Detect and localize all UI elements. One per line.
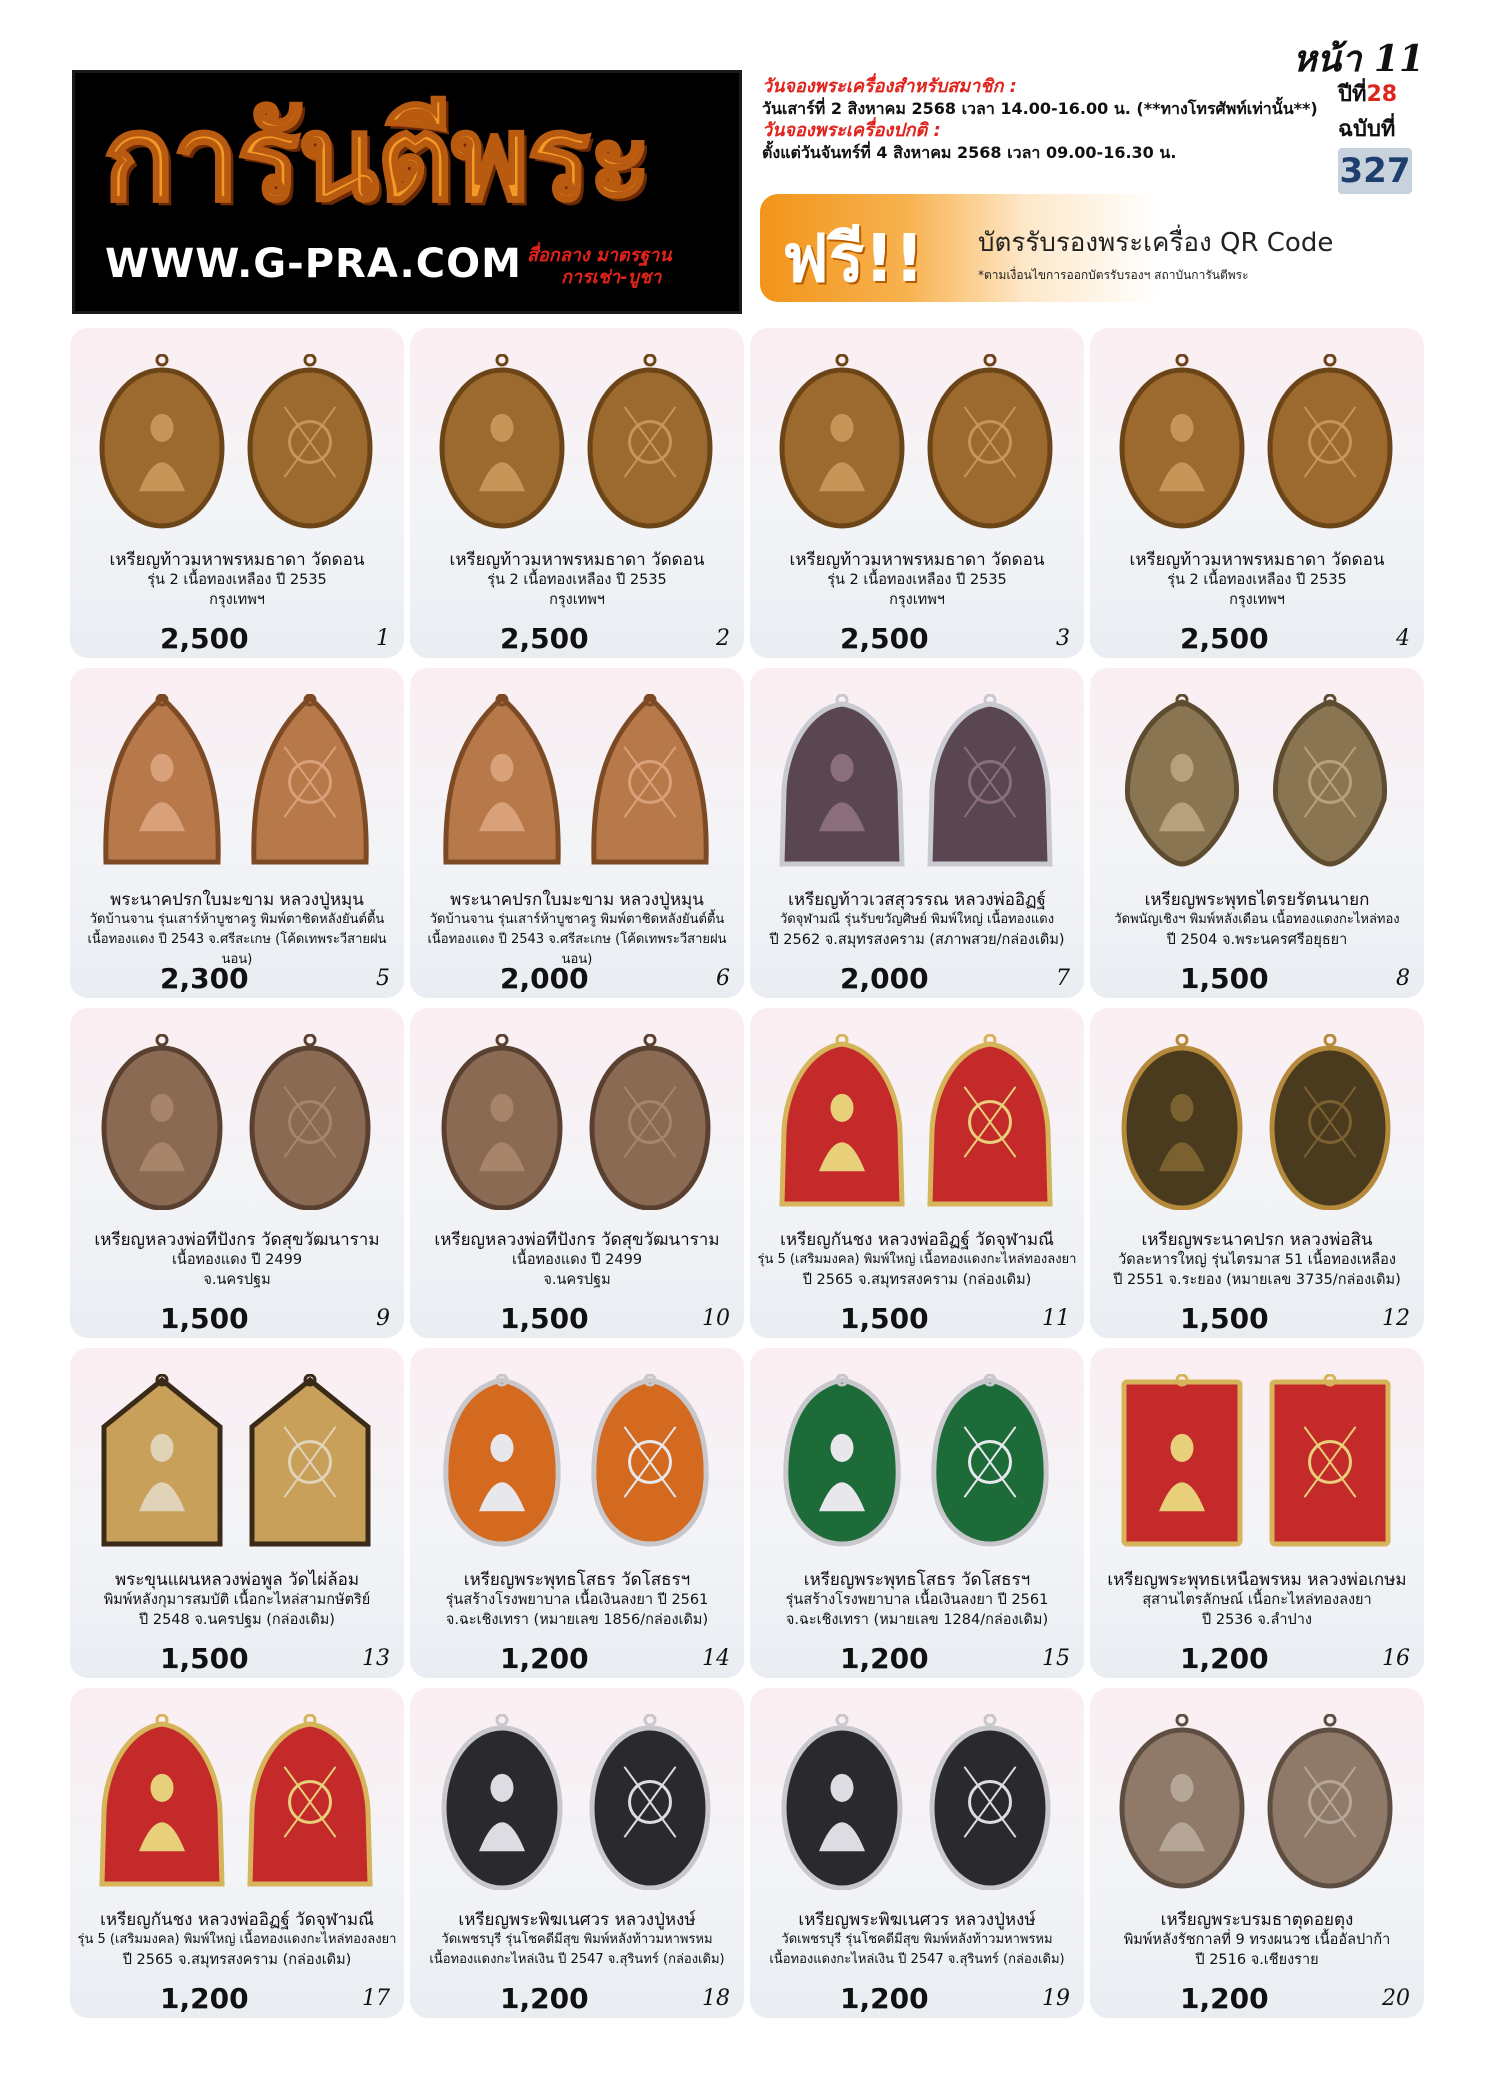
amulet-back-image xyxy=(1266,354,1394,534)
amulet-back-image xyxy=(1266,1374,1394,1554)
amulet-price: 1,500 xyxy=(1180,1302,1269,1335)
amulet-detail-line: จ.นครปฐม xyxy=(543,1272,611,1288)
amulet-card xyxy=(70,328,404,658)
amulet-front-image xyxy=(98,694,226,874)
amulet-card xyxy=(1090,668,1424,998)
amulet-detail-line: จ.ฉะเชิงเทรา (หมายเลข 1284/กล่องเดิม) xyxy=(785,1612,1049,1628)
amulet-front-image xyxy=(1118,1374,1246,1554)
amulet-detail-line: รุ่น 5 (เสริมมงคล) พิมพ์ใหญ่ เนื้อทองแดงกะไหล่ทองลงยา xyxy=(757,1252,1077,1267)
amulet-images xyxy=(1108,686,1406,876)
amulet-title: พระนาคปรกใบมะขาม หลวงปู่หมุน xyxy=(110,890,364,910)
amulet-detail-line: จ.ฉะเชิงเทรา (หมายเลข 1856/กล่องเดิม) xyxy=(445,1612,709,1628)
amulet-detail-line: รุ่น 2 เนื้อทองเหลือง ปี 2535 xyxy=(1167,572,1347,588)
amulet-images xyxy=(768,1026,1066,1216)
amulet-title: เหรียญพระพุทธโสธร วัดโสธรฯ xyxy=(463,1570,691,1590)
amulet-price: 2,500 xyxy=(840,622,929,655)
amulet-front-image xyxy=(98,1034,226,1214)
amulet-detail-line: วัดพนัญเชิงฯ พิมพ์หลังเดือน เนื้อทองแดงกะไหล่ทอง xyxy=(1114,912,1400,927)
amulet-price: 1,500 xyxy=(160,1302,249,1335)
amulet-detail-line: ปี 2562 จ.สมุทรสงคราม (สภาพสวย/กล่องเดิม) xyxy=(769,932,1065,948)
amulet-number: 9 xyxy=(376,1306,390,1331)
amulet-front-image xyxy=(1118,354,1246,534)
amulet-number: 1 xyxy=(376,626,390,651)
member-reserve-line: วันเสาร์ที่ 2 สิงหาคม 2568 เวลา 14.00-16.00 น. (**ทางโทรศัพท์เท่านั้น**) xyxy=(762,99,1318,118)
amulet-description xyxy=(76,1230,398,1290)
issue-number: 327 xyxy=(1338,148,1412,194)
issue-label: ฉบับที่ xyxy=(1338,117,1396,142)
amulet-images xyxy=(768,1706,1066,1896)
amulet-back-image xyxy=(246,1714,374,1894)
amulet-price: 1,500 xyxy=(160,1642,249,1675)
amulet-detail-line: เนื้อทองแดงกะไหล่เงิน ปี 2547 จ.สุรินทร์ (กล่องเดิม) xyxy=(429,1952,725,1967)
amulet-detail-line: ปี 2551 จ.ระยอง (หมายเลข 3735/กล่องเดิม) xyxy=(1113,1272,1401,1288)
amulet-number: 19 xyxy=(1042,1986,1070,2011)
amulet-title: เหรียญพระพิฆเนศวร หลวงปู่หงษ์ xyxy=(798,1910,1036,1930)
amulet-price: 1,200 xyxy=(500,1642,589,1675)
amulet-number: 11 xyxy=(1042,1306,1070,1331)
amulet-images xyxy=(428,1706,726,1896)
amulet-images xyxy=(1108,1366,1406,1556)
amulet-title: เหรียญพระพุทธโสธร วัดโสธรฯ xyxy=(803,1570,1031,1590)
amulet-detail-line: วัดจุฬามณี รุ่นรับขวัญศิษย์ พิมพ์ใหญ่ เนื้อทองแดง xyxy=(779,912,1055,927)
amulet-detail-line: เนื้อทองแดง ปี 2499 xyxy=(171,1252,303,1268)
amulet-images xyxy=(88,1706,386,1896)
amulet-price: 1,200 xyxy=(840,1982,929,2015)
amulet-price: 1,200 xyxy=(1180,1642,1269,1675)
logo-url: WWW.G-PRA.COM xyxy=(105,241,522,287)
amulet-number: 6 xyxy=(716,966,730,991)
amulet-detail-line: กรุงเทพฯ xyxy=(209,592,265,608)
free-qr-banner xyxy=(760,194,1424,302)
amulet-number: 2 xyxy=(716,626,730,651)
amulet-card xyxy=(70,668,404,998)
amulet-back-image xyxy=(246,1374,374,1554)
amulet-back-image xyxy=(586,1374,714,1554)
amulet-front-image xyxy=(98,1374,226,1554)
amulet-description xyxy=(756,550,1078,610)
amulet-images xyxy=(428,686,726,876)
amulet-description xyxy=(416,1570,738,1630)
free-note: *ตามเงื่อนไขการออกบัตรรับรองฯ สถาบันการันตีพระ xyxy=(978,268,1249,282)
amulet-title: พระนาคปรกใบมะขาม หลวงปู่หมุน xyxy=(450,890,704,910)
amulet-front-image xyxy=(1118,1034,1246,1214)
amulet-detail-line: กรุงเทพฯ xyxy=(1229,592,1285,608)
amulet-title: พระขุนแผนหลวงพ่อพูล วัดไผ่ล้อม xyxy=(114,1570,360,1590)
amulet-price: 2,000 xyxy=(500,962,589,995)
amulet-card xyxy=(410,1688,744,2018)
amulet-number: 15 xyxy=(1042,1646,1070,1671)
amulet-images xyxy=(428,346,726,536)
amulet-number: 18 xyxy=(702,1986,730,2011)
amulet-description xyxy=(1096,890,1418,950)
amulet-number: 14 xyxy=(702,1646,730,1671)
amulet-images xyxy=(1108,1026,1406,1216)
amulet-front-image xyxy=(778,694,906,874)
amulet-back-image xyxy=(246,354,374,534)
amulet-detail-line: ปี 2536 จ.ลำปาง xyxy=(1202,1612,1312,1628)
amulet-description xyxy=(416,1910,738,1970)
amulet-back-image xyxy=(586,354,714,534)
amulet-images xyxy=(88,1366,386,1556)
amulet-images xyxy=(768,686,1066,876)
logo-title: การันตีพระ xyxy=(103,89,650,227)
amulet-title: เหรียญกันชง หลวงพ่ออิฏฐ์ วัดจุฬามณี xyxy=(100,1910,374,1930)
amulet-images xyxy=(428,1366,726,1556)
amulet-card xyxy=(750,668,1084,998)
amulet-title: เหรียญท้าวมหาพรหมธาดา วัดดอน xyxy=(449,550,705,570)
amulet-description xyxy=(1096,1910,1418,1970)
amulet-description xyxy=(76,890,398,970)
amulet-price: 2,500 xyxy=(1180,622,1269,655)
amulet-detail-line: เนื้อทองแดง ปี 2543 จ.ศรีสะเกษ (โค้ดเทพระวีสายฝนนอน) xyxy=(87,932,387,967)
year-label: ปีที่ xyxy=(1338,82,1367,107)
amulet-detail-line: ปี 2548 จ.นครปฐม (กล่องเดิม) xyxy=(139,1612,335,1628)
amulet-detail-line: รุ่น 2 เนื้อทองเหลือง ปี 2535 xyxy=(827,572,1007,588)
amulet-front-image xyxy=(438,1034,566,1214)
amulet-card xyxy=(1090,1008,1424,1338)
amulet-number: 8 xyxy=(1396,966,1410,991)
amulet-back-image xyxy=(1266,1714,1394,1894)
magazine-logo xyxy=(72,70,742,314)
amulet-description xyxy=(756,1570,1078,1630)
amulet-price: 1,200 xyxy=(840,1642,929,1675)
amulet-card xyxy=(410,328,744,658)
amulet-detail-line: วัดบ้านจาน รุ่นเสาร์ห้าบูชาครู พิมพ์ตาชิดหลังยันต์ตื้น xyxy=(89,912,385,927)
amulet-detail-line: เนื้อทองแดง ปี 2499 xyxy=(511,1252,643,1268)
amulet-description xyxy=(1096,550,1418,610)
amulet-front-image xyxy=(778,1034,906,1214)
amulet-detail-line: วัดเพชรบุรี รุ่นโชคดีมีสุข พิมพ์หลังท้าวมหาพรหม xyxy=(781,1932,1053,1947)
amulet-price: 2,500 xyxy=(160,622,249,655)
amulet-detail-line: กรุงเทพฯ xyxy=(889,592,945,608)
amulet-title: เหรียญท้าวมหาพรหมธาดา วัดดอน xyxy=(109,550,365,570)
amulet-detail-line: พิมพ์หลังรัชกาลที่ 9 ทรงผนวช เนื้ออัลปาก้า xyxy=(1123,1932,1391,1948)
amulet-price: 1,500 xyxy=(1180,962,1269,995)
amulet-card xyxy=(1090,328,1424,658)
amulet-card xyxy=(1090,1688,1424,2018)
amulet-price: 2,000 xyxy=(840,962,929,995)
amulet-front-image xyxy=(98,1714,226,1894)
amulet-front-image xyxy=(438,694,566,874)
amulet-detail-line: จ.นครปฐม xyxy=(203,1272,271,1288)
amulet-price: 1,200 xyxy=(1180,1982,1269,2015)
amulet-back-image xyxy=(926,1714,1054,1894)
member-reserve-heading: วันจองพระเครื่องสำหรับสมาชิก : xyxy=(762,76,1017,97)
amulet-detail-line: วัดบ้านจาน รุ่นเสาร์ห้าบูชาครู พิมพ์ตาชิดหลังยันต์ตื้น xyxy=(429,912,725,927)
amulet-images xyxy=(428,1026,726,1216)
issue-box xyxy=(1338,76,1422,191)
amulet-detail-line: ปี 2565 จ.สมุทรสงคราม (กล่องเดิม) xyxy=(122,1952,352,1968)
amulet-description xyxy=(756,1910,1078,1970)
amulet-images xyxy=(1108,346,1406,536)
amulet-number: 17 xyxy=(362,1986,390,2011)
amulet-card xyxy=(410,1348,744,1678)
amulet-title: เหรียญท้าวเวสสุวรรณ หลวงพ่ออิฏฐ์ xyxy=(788,890,1046,910)
amulet-back-image xyxy=(246,1034,374,1214)
amulet-card xyxy=(750,1688,1084,2018)
amulet-description xyxy=(416,890,738,970)
amulet-front-image xyxy=(778,354,906,534)
amulet-price: 1,500 xyxy=(840,1302,929,1335)
amulet-front-image xyxy=(438,1374,566,1554)
amulet-back-image xyxy=(926,694,1054,874)
amulet-card xyxy=(70,1688,404,2018)
year-value: 28 xyxy=(1366,82,1398,107)
amulet-front-image xyxy=(1118,694,1246,874)
amulet-card xyxy=(750,328,1084,658)
amulet-description xyxy=(416,1230,738,1290)
amulet-images xyxy=(88,686,386,876)
amulet-front-image xyxy=(1118,1714,1246,1894)
amulet-description xyxy=(416,550,738,610)
amulet-number: 12 xyxy=(1382,1306,1410,1331)
amulet-price: 1,200 xyxy=(160,1982,249,2015)
amulet-images xyxy=(88,346,386,536)
amulet-detail-line: วัดเพชรบุรี รุ่นโชคดีมีสุข พิมพ์หลังท้าวมหาพรหม xyxy=(441,1932,713,1947)
logo-tagline-1: สื่อกลาง มาตรฐาน xyxy=(527,245,672,266)
amulet-images xyxy=(1108,1706,1406,1896)
amulet-title: เหรียญท้าวมหาพรหมธาดา วัดดอน xyxy=(789,550,1045,570)
amulet-title: เหรียญหลวงพ่อทีปังกร วัดสุขวัฒนาราม xyxy=(94,1230,380,1250)
amulet-card xyxy=(750,1348,1084,1678)
amulet-back-image xyxy=(1266,1034,1394,1214)
amulet-description xyxy=(1096,1230,1418,1290)
amulet-back-image xyxy=(926,1034,1054,1214)
amulet-detail-line: รุ่นสร้างโรงพยาบาล เนื้อเงินลงยา ปี 2561 xyxy=(445,1592,709,1608)
amulet-detail-line: ปี 2516 จ.เชียงราย xyxy=(1195,1952,1319,1968)
amulet-card xyxy=(410,1008,744,1338)
amulet-detail-line: รุ่นสร้างโรงพยาบาล เนื้อเงินลงยา ปี 2561 xyxy=(785,1592,1049,1608)
free-label: ฟรี!! xyxy=(782,220,925,297)
amulet-front-image xyxy=(778,1374,906,1554)
page-number: หน้า 11 xyxy=(1292,38,1424,80)
amulet-images xyxy=(768,1366,1066,1556)
amulet-description xyxy=(76,1570,398,1630)
amulet-number: 5 xyxy=(376,966,390,991)
amulet-number: 4 xyxy=(1396,626,1410,651)
amulet-card xyxy=(1090,1348,1424,1678)
amulet-title: เหรียญพระบรมธาตุดอยตุง xyxy=(1160,1910,1354,1930)
amulet-back-image xyxy=(1266,694,1394,874)
amulet-card xyxy=(70,1008,404,1338)
logo-tagline-2: การเช่า-บูชา xyxy=(561,267,662,288)
amulet-back-image xyxy=(586,1714,714,1894)
amulet-front-image xyxy=(438,354,566,534)
amulet-price: 1,200 xyxy=(500,1982,589,2015)
amulet-front-image xyxy=(438,1714,566,1894)
amulet-description xyxy=(756,1230,1078,1290)
amulet-description xyxy=(76,1910,398,1970)
amulet-images xyxy=(768,346,1066,536)
normal-reserve-heading: วันจองพระเครื่องปกติ : xyxy=(762,120,941,141)
amulet-detail-line: ปี 2504 จ.พระนครศรีอยุธยา xyxy=(1166,932,1348,948)
amulet-back-image xyxy=(586,1034,714,1214)
amulet-title: เหรียญพระพุทธไตรยรัตนนายก xyxy=(1144,890,1370,910)
logo-tagline xyxy=(527,245,672,289)
amulet-number: 3 xyxy=(1056,626,1070,651)
free-text: บัตรรับรองพระเครื่อง QR Code xyxy=(978,228,1334,258)
amulet-detail-line: รุ่น 5 (เสริมมงคล) พิมพ์ใหญ่ เนื้อทองแดงกะไหล่ทองลงยา xyxy=(77,1932,397,1947)
amulet-back-image xyxy=(586,694,714,874)
amulet-detail-line: รุ่น 2 เนื้อทองเหลือง ปี 2535 xyxy=(147,572,327,588)
normal-reserve-line: ตั้งแต่วันจันทร์ที่ 4 สิงหาคม 2568 เวลา 09.00-16.30 น. xyxy=(762,143,1177,162)
amulet-description xyxy=(756,890,1078,950)
amulet-price: 1,500 xyxy=(500,1302,589,1335)
amulet-title: เหรียญหลวงพ่อทีปังกร วัดสุขวัฒนาราม xyxy=(434,1230,720,1250)
amulet-title: เหรียญท้าวมหาพรหมธาดา วัดดอน xyxy=(1129,550,1385,570)
amulet-card xyxy=(70,1348,404,1678)
amulet-detail-line: เนื้อทองแดง ปี 2543 จ.ศรีสะเกษ (โค้ดเทพระวีสายฝนนอน) xyxy=(427,932,727,967)
amulet-number: 13 xyxy=(362,1646,390,1671)
amulet-number: 16 xyxy=(1382,1646,1410,1671)
amulet-detail-line: รุ่น 2 เนื้อทองเหลือง ปี 2535 xyxy=(487,572,667,588)
amulet-detail-line: กรุงเทพฯ xyxy=(549,592,605,608)
amulet-title: เหรียญพระพุทธเหนือพรหม หลวงพ่อเกษม xyxy=(1107,1570,1407,1590)
reservation-info xyxy=(762,76,1332,164)
amulet-description xyxy=(76,550,398,610)
amulet-number: 7 xyxy=(1056,966,1070,991)
amulet-back-image xyxy=(246,694,374,874)
amulet-front-image xyxy=(778,1714,906,1894)
amulet-detail-line: ปี 2565 จ.สมุทรสงคราม (กล่องเดิม) xyxy=(802,1272,1032,1288)
amulet-card xyxy=(410,668,744,998)
amulet-price: 2,300 xyxy=(160,962,249,995)
amulet-detail-line: วัดละหารใหญ่ รุ่นไตรมาส 51 เนื้อทองเหลือง xyxy=(1118,1252,1396,1268)
amulet-card xyxy=(750,1008,1084,1338)
amulet-back-image xyxy=(926,354,1054,534)
amulet-detail-line: สุสานไตรลักษณ์ เนื้อกะไหล่ทองลงยา xyxy=(1142,1592,1372,1608)
amulet-number: 20 xyxy=(1382,1986,1410,2011)
amulet-front-image xyxy=(98,354,226,534)
amulet-detail-line: เนื้อทองแดงกะไหล่เงิน ปี 2547 จ.สุรินทร์ (กล่องเดิม) xyxy=(769,1952,1065,1967)
amulet-title: เหรียญพระนาคปรก หลวงพ่อสิน xyxy=(1141,1230,1373,1250)
amulet-images xyxy=(88,1026,386,1216)
amulet-description xyxy=(1096,1570,1418,1630)
amulet-title: เหรียญกันชง หลวงพ่ออิฏฐ์ วัดจุฬามณี xyxy=(780,1230,1054,1250)
amulet-back-image xyxy=(926,1374,1054,1554)
amulet-title: เหรียญพระพิฆเนศวร หลวงปู่หงษ์ xyxy=(458,1910,696,1930)
amulet-price: 2,500 xyxy=(500,622,589,655)
amulet-detail-line: พิมพ์หลังกุมารสมบัติ เนื้อกะไหล่สามกษัตริย์ xyxy=(103,1592,371,1608)
amulet-number: 10 xyxy=(702,1306,730,1331)
